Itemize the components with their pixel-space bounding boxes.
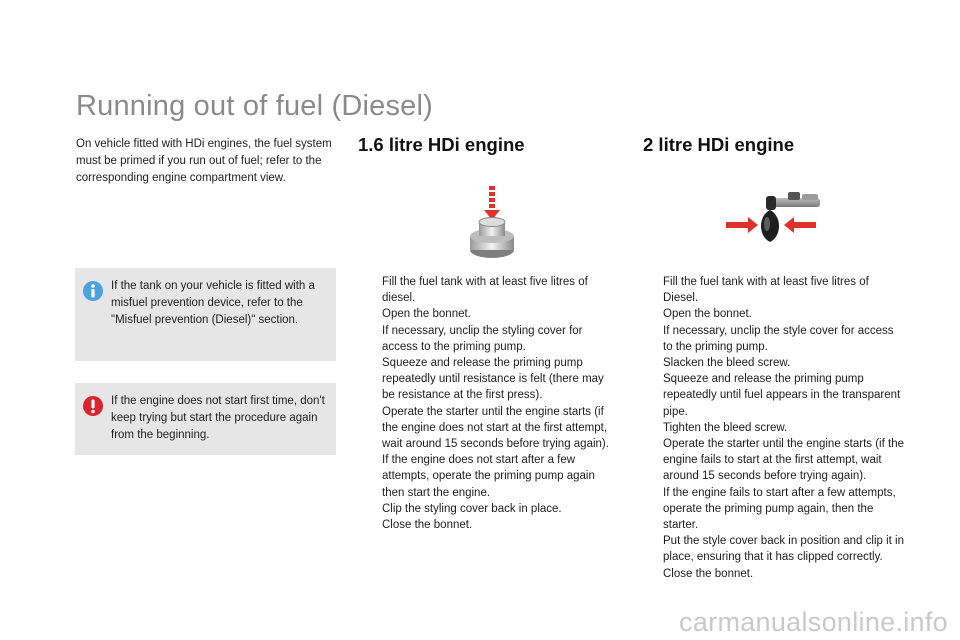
list-item: Operate the starter until the engine starts (if the engine does not start at the first attempt, wait around 15 seconds before trying again). bbox=[382, 405, 609, 451]
warning-note bbox=[75, 383, 336, 455]
list-item: If necessary, unclip the style cover for access to the priming pump. bbox=[663, 324, 894, 353]
list-item: Operate the starter until the engine starts (if the engine fails to start at the first attempt, wait around 15 seconds before trying again). bbox=[663, 438, 904, 483]
steps-list-2-litre bbox=[645, 274, 905, 582]
list-item: Squeeze and release the priming pump repeatedly until resistance is felt (there may be resistance at the first press). bbox=[382, 357, 604, 402]
list-item: Fill the fuel tank with at least five litres of diesel. bbox=[382, 276, 588, 305]
info-icon bbox=[82, 280, 104, 302]
hand-primer-bulb-icon bbox=[722, 186, 824, 248]
list-item: Tighten the bleed screw. bbox=[663, 421, 788, 434]
list-item: Open the bonnet. bbox=[382, 308, 471, 321]
warning-icon bbox=[82, 395, 104, 417]
steps-list-1-6-litre bbox=[364, 274, 614, 533]
list-item: Close the bonnet. bbox=[663, 567, 754, 580]
list-item: Put the style cover back in position and clip it in place, ensuring that it has clipped correctly. bbox=[663, 535, 904, 564]
page-title: Running out of fuel (Diesel) bbox=[76, 90, 434, 122]
list-item: If necessary, unclip the styling cover for access to the priming pump. bbox=[382, 324, 583, 353]
list-item: Close the bonnet. bbox=[382, 519, 473, 532]
warning-note-text: If the engine does not start first time, don't keep trying but start the procedure again from the beginning. bbox=[111, 395, 325, 441]
list-item: Squeeze and release the priming pump repeatedly until fuel appears in the transparent pipe. bbox=[663, 373, 901, 418]
list-item: Open the bonnet. bbox=[663, 308, 752, 321]
watermark: carmanualsonline.info bbox=[679, 607, 948, 637]
list-item: Slacken the bleed screw. bbox=[663, 357, 791, 370]
priming-pump-icon bbox=[464, 184, 520, 262]
intro-paragraph: On vehicle fitted with HDi engines, the fuel system must be primed if you run out of fuel; refer to the corresponding engine compartment view. bbox=[76, 138, 332, 184]
heading-2-litre: 2 litre HDi engine bbox=[643, 134, 795, 155]
list-item: Clip the styling cover back in place. bbox=[382, 502, 562, 515]
list-item: Fill the fuel tank with at least five litres of Diesel. bbox=[663, 276, 869, 305]
list-item: If the engine does not start after a few attempts, operate the priming pump again then start the engine. bbox=[382, 454, 595, 499]
heading-1-6-litre: 1.6 litre HDi engine bbox=[358, 134, 525, 155]
info-note bbox=[75, 268, 336, 361]
list-item: If the engine fails to start after a few attempts, operate the priming pump again, then the starter. bbox=[663, 486, 896, 532]
info-note-text: If the tank on your vehicle is fitted with a misfuel prevention device, refer to the "Misfuel prevention (Diesel)" section. bbox=[111, 280, 315, 326]
